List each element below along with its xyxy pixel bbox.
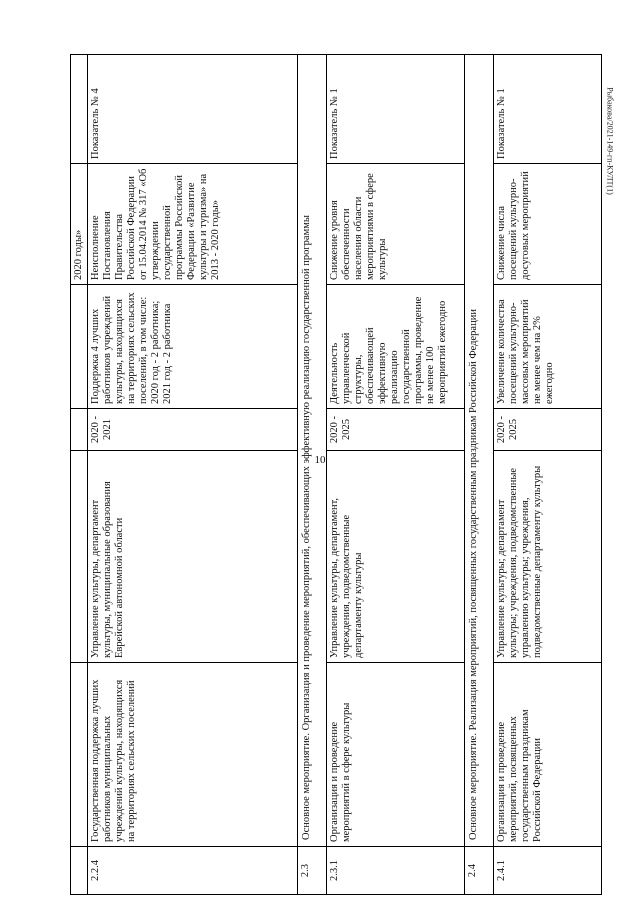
cell-empty: [71, 451, 88, 663]
cell-expected-result: Увеличение количества посещений культурно-массовых мероприятий не менее чем на 2% ежегодно: [494, 285, 602, 409]
section-row-2-3: [298, 55, 327, 895]
cell-number: 2.3.1: [327, 847, 465, 895]
table-row-2-3-1: [327, 55, 465, 895]
cell-measure-name: Организация и проведение мероприятий, посвященных государственным праздникам Российской Федерации: [494, 663, 602, 847]
side-stamp-text: Рыбакова/2021-149-гп-КУЛТ(1): [605, 87, 615, 195]
cell-measure-name: Государственная поддержка лучших работников муниципальных учреждений культуры, находящихся на территориях сельских поселений: [88, 663, 298, 847]
cell-indicator: Показатель № 1: [494, 55, 602, 164]
cell-number: 2.2.4: [88, 847, 298, 895]
table-row-2-4-1: [494, 55, 602, 895]
cell-expected-result: Поддержка 4 лучших работников учреждений культуры, находящихся на территориях сельских поселений, в том числе: 2020 год - 2 работника; 2021 год - 2 работника: [88, 285, 298, 409]
page-number: 10: [314, 454, 326, 466]
cell-executor: Управление культуры, департамент, учреждения, подведомственные департаменту культуры: [327, 451, 465, 663]
cell-consequence-fragment: 2020 годы»: [71, 164, 88, 285]
cell-period: 2020 - 2025: [494, 409, 602, 451]
cell-consequence: Снижение уровня обеспеченности населения области мероприятиями в сфере культуры: [327, 164, 465, 285]
cell-executor: Управление культуры, департамент культуры, муниципальные образования Еврейской автономной области: [88, 451, 298, 663]
cell-indicator: Показатель № 1: [327, 55, 465, 164]
table-row-continuation: [71, 55, 88, 895]
cell-empty: [71, 285, 88, 409]
rotated-table-sheet: [70, 55, 583, 895]
section-title: Основное мероприятие. Реализация мероприятий, посвященных государственным праздникам Российской Федерации: [465, 55, 494, 847]
cell-empty: [71, 409, 88, 451]
program-measures-table: [70, 54, 602, 895]
cell-expected-result: Деятельность управленческой структуры, обеспечивающей эффективную реализацию государственной программы, проведение не менее 100 мероприятий ежегодно: [327, 285, 465, 409]
cell-period: 2020 - 2021: [88, 409, 298, 451]
cell-number: 2.4.1: [494, 847, 602, 895]
cell-consequence: Неисполнение Постановления Правительства Российской Федерации от 15.04.2014 № 317 «Об утверждении государственной программы Российской Федерации «Развитие культуры и туризма» на 2013 - 2020 годы»: [88, 164, 298, 285]
section-number: 2.3: [298, 847, 327, 895]
cell-indicator: Показатель № 4: [88, 55, 298, 164]
section-number: 2.4: [465, 847, 494, 895]
cell-empty: [71, 847, 88, 895]
cell-period: 2020 - 2025: [327, 409, 465, 451]
cell-empty: [71, 55, 88, 164]
cell-measure-name: Организация и проведение мероприятий в сфере культуры: [327, 663, 465, 847]
table-row-2-2-4: [88, 55, 298, 895]
section-title: Основное мероприятие. Организация и проведение мероприятий, обеспечивающих эффективную реализацию государственной программы: [298, 55, 327, 847]
section-row-2-4: [465, 55, 494, 895]
cell-consequence: Снижение числа посещений культурно-досуговых мероприятий: [494, 164, 602, 285]
cell-empty: [71, 663, 88, 847]
cell-executor: Управление культуры; департамент культуры; учреждения, подведомственные управлению культуры; учреждения, подведомственные департаменту культуры: [494, 451, 602, 663]
